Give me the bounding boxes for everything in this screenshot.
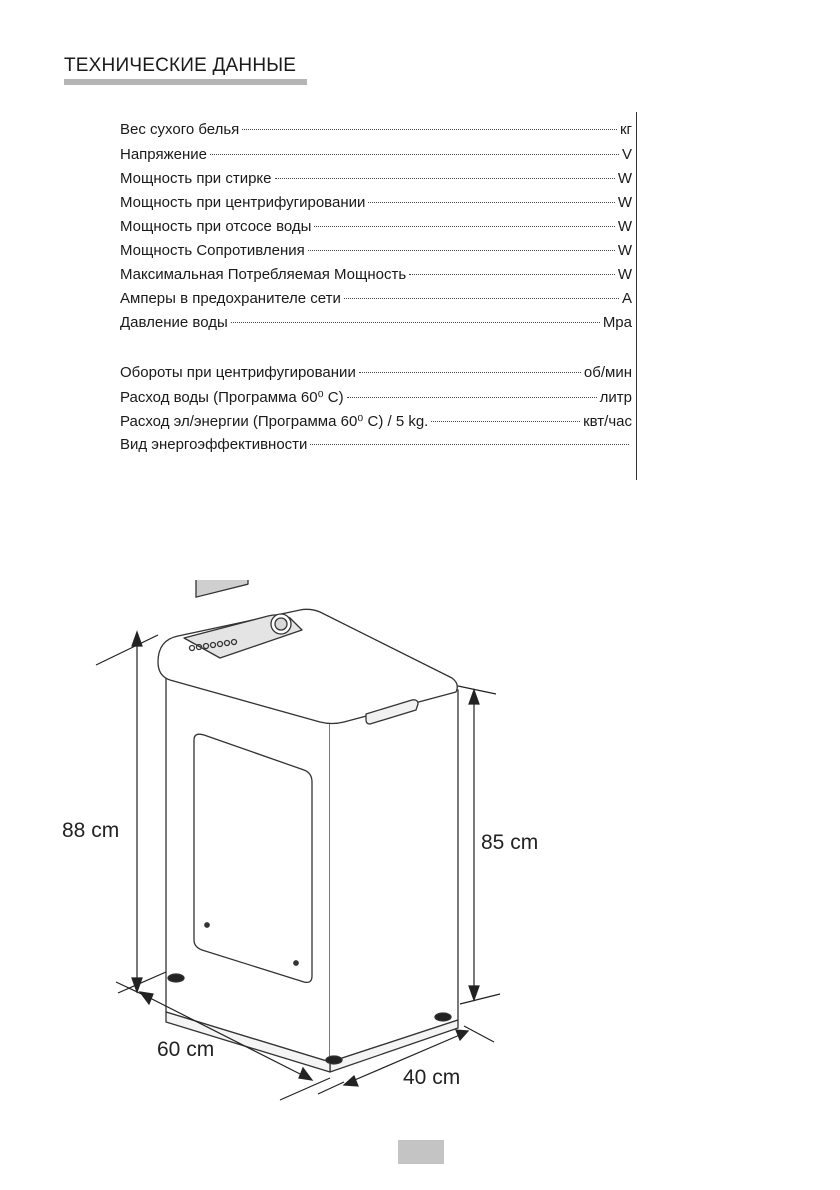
leader-dots — [310, 444, 629, 445]
spec-unit: W — [617, 194, 632, 211]
spec-unit: квт/час — [583, 413, 632, 430]
spec-row-energy-class — [120, 436, 632, 458]
leader-dots — [409, 274, 615, 275]
title-underline-bar — [64, 79, 307, 85]
spec-label: Обороты при центрифугировании — [120, 364, 356, 381]
page-title: ТЕХНИЧЕСКИЕ ДАННЫЕ — [64, 55, 297, 76]
leader-dots — [210, 154, 619, 155]
spec-label: Мощность при стирке — [120, 170, 272, 187]
page-number-tab — [398, 1140, 444, 1164]
leader-dots — [242, 129, 617, 130]
leader-dots — [431, 421, 580, 422]
spec-row-voltage — [120, 146, 632, 168]
spec-right-rule — [636, 112, 637, 480]
spec-label: Расход воды (Программа 60⁰ C) — [120, 389, 344, 406]
spec-row-water-consumption — [120, 388, 632, 410]
width-60-label: 60 cm — [157, 1038, 215, 1061]
spec-row-spin-speed — [120, 364, 632, 386]
leader-dots — [314, 226, 614, 227]
height-88-label: 88 cm — [62, 819, 120, 842]
spec-row-pump-power — [120, 218, 632, 240]
spec-label: Напряжение — [120, 146, 207, 163]
spec-unit: W — [617, 170, 632, 187]
spec-row-max-power — [120, 266, 632, 288]
leader-dots — [231, 322, 600, 323]
spec-row-heater-power — [120, 242, 632, 264]
spec-row-fuse-amps — [120, 290, 632, 312]
height-85-label: 85 cm — [481, 831, 539, 854]
leader-dots — [275, 178, 615, 179]
leader-dots — [308, 250, 615, 251]
spec-unit: литр — [599, 389, 632, 406]
washing-machine-dimension-drawing — [0, 580, 840, 1120]
spec-label: Вес сухого белья — [120, 121, 240, 138]
spec-label: Расход эл/энергии (Программа 60⁰ C) / 5 kg. — [120, 413, 429, 430]
spec-row-spin-power — [120, 194, 632, 216]
spec-unit: W — [617, 266, 632, 283]
leader-dots — [344, 298, 619, 299]
spec-unit: V — [621, 146, 632, 163]
spec-label: Максимальная Потребляемая Мощность — [120, 266, 407, 283]
spec-unit: A — [621, 290, 632, 307]
leader-dots — [368, 202, 614, 203]
spec-row-energy-consumption — [120, 412, 632, 434]
depth-40-label: 40 cm — [403, 1066, 461, 1089]
leader-dots — [359, 372, 581, 373]
spec-label: Амперы в предохранителе сети — [120, 290, 341, 307]
spec-label: Мощность при центрифугировании — [120, 194, 366, 211]
spec-unit: об/мин — [583, 364, 632, 381]
spec-unit: W — [617, 242, 632, 259]
spec-row-dry-load — [120, 121, 632, 143]
spec-unit: W — [617, 218, 632, 235]
spec-row-wash-power — [120, 170, 632, 192]
spec-label: Мощность Сопротивления — [120, 242, 305, 259]
spec-label: Вид энергоэффективности — [120, 436, 308, 453]
washing-machine-illustration — [0, 580, 840, 1120]
leader-dots — [347, 397, 597, 398]
spec-unit: Mpa — [602, 314, 632, 331]
spec-unit: кг — [619, 121, 632, 138]
spec-label: Мощность при отсосе воды — [120, 218, 312, 235]
spec-label: Давление воды — [120, 314, 228, 331]
spec-row-water-pressure — [120, 314, 632, 336]
